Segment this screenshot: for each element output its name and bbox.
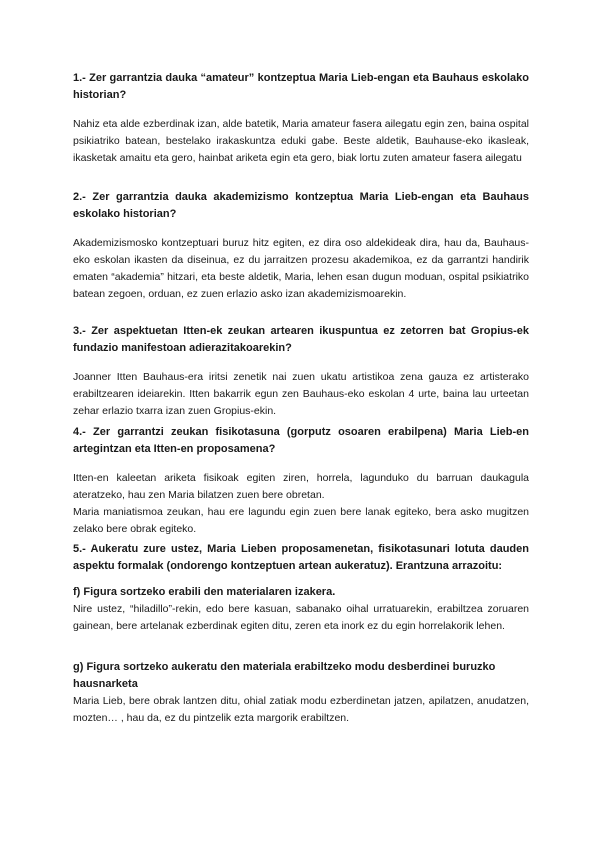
answer-1 bbox=[73, 116, 529, 167]
answer-4 bbox=[73, 470, 529, 538]
section-3 bbox=[73, 323, 529, 420]
answer-5f-text: Nire ustez, “hiladillo”-rekin, edo bere kasuan, sabanako oihal urratuarekin, erabiltzea zoruaren gainean, bere artelanak ezberdinak egiten ditu, zeren eta inork ez du egin horrelakorik lehen. bbox=[73, 603, 529, 632]
answer-5g-text: Maria Lieb, bere obrak lantzen ditu, ohial zatiak modu ezberdinetan jatzen, apilatzen, anudatzen, mozten… , hau da, ez du pintzelik ezta margorik erabiltzen. bbox=[73, 695, 529, 724]
section-1 bbox=[73, 70, 529, 167]
question-2: 2.- Zer garrantzia dauka akademizismo kontzeptua Maria Lieb-engan eta Bauhaus eskolako historian? bbox=[73, 191, 529, 220]
question-5: 5.- Aukeratu zure ustez, Maria Lieben proposamenetan, fisikotasunari lotuta dauden aspektu formalak (ondorengo kontzeptuen artean aukeratuz). Erantzuna arrazoitu: bbox=[73, 543, 529, 572]
answer-2 bbox=[73, 235, 529, 303]
answer-1-text: Nahiz eta alde ezberdinak izan, alde batetik, Maria amateur fasera ailegatu egin zen, baina ospital psikiatriko batean, bestelako irakaskuntza eduki gabe. Beste aldetik, Bauhause-eko ikasleak, ikasketak amaitu eta gero, hainbat ariketa egin eta gero, biak lortu zuten amateur fasera ailegatu bbox=[73, 118, 529, 164]
question-4: 4.- Zer garrantzi zeukan fisikotasuna (gorputz osoaren erabilpena) Maria Lieb-en artegintzan eta Itten-en proposamena? bbox=[73, 426, 529, 455]
section-2 bbox=[73, 189, 529, 303]
section-5 bbox=[73, 541, 529, 575]
question-1: 1.- Zer garrantzia dauka “amateur” kontzeptua Maria Lieb-engan eta Bauhaus eskolako historian? bbox=[73, 72, 529, 101]
answer-5g bbox=[73, 693, 529, 727]
subheading-f: f) Figura sortzeko erabili den materialaren izakera. bbox=[73, 586, 336, 598]
answer-3 bbox=[73, 369, 529, 420]
question-3: 3.- Zer aspektuetan Itten-ek zeukan artearen ikuspuntua ez zetorren bat Gropius-ek fundazio manifestoan adierazitakoarekin? bbox=[73, 325, 529, 354]
answer-4-paragraph-1: Itten-en kaleetan ariketa fisikoak egiten ziren, horrela, lagunduko du barruan daukagula ateratzeko, hau zen Maria bilatzen zuen bere obretan. bbox=[73, 472, 529, 501]
answer-2-text: Akademizismosko kontzeptuari buruz hitz egiten, ez dira oso aldekideak dira, hau da, Bauhaus-eko eskolan ikasten da diseinua, ez du jarraitzen prozesu akademikoa, ez da garrantzi handirik ematen “akademia” hitzari, eta beste aldetik, Maria, lehen esan dugun moduan, ospital psikiatriko batean zegoen, orduan, ez zuen erlazio asko izan akademizismoarekin. bbox=[73, 237, 529, 300]
section-4 bbox=[73, 424, 529, 538]
section-5g bbox=[73, 659, 529, 727]
answer-4-paragraph-2: Maria maniatismoa zeukan, hau ere lagundu egin zuen bere lanak egiteko, bera asko mugitzen zelako bere obrak egiteko. bbox=[73, 506, 529, 535]
section-5f bbox=[73, 584, 529, 635]
answer-5f bbox=[73, 601, 529, 635]
subheading-g: g) Figura sortzeko aukeratu den materiala erabiltzeko modu desberdinei buruzko hausnarketa bbox=[73, 661, 496, 690]
answer-3-text: Joanner Itten Bauhaus-era iritsi zenetik nai zuen ukatu artistikoa zena gauza ez artisterako erabiltzearen ideiarekin. Itten bakarrik egun zen Bauhaus-eko eskolan 4 urte, baina lau urteetan zehar erlazio txarra izan zuen Gropius-ekin. bbox=[73, 371, 529, 417]
